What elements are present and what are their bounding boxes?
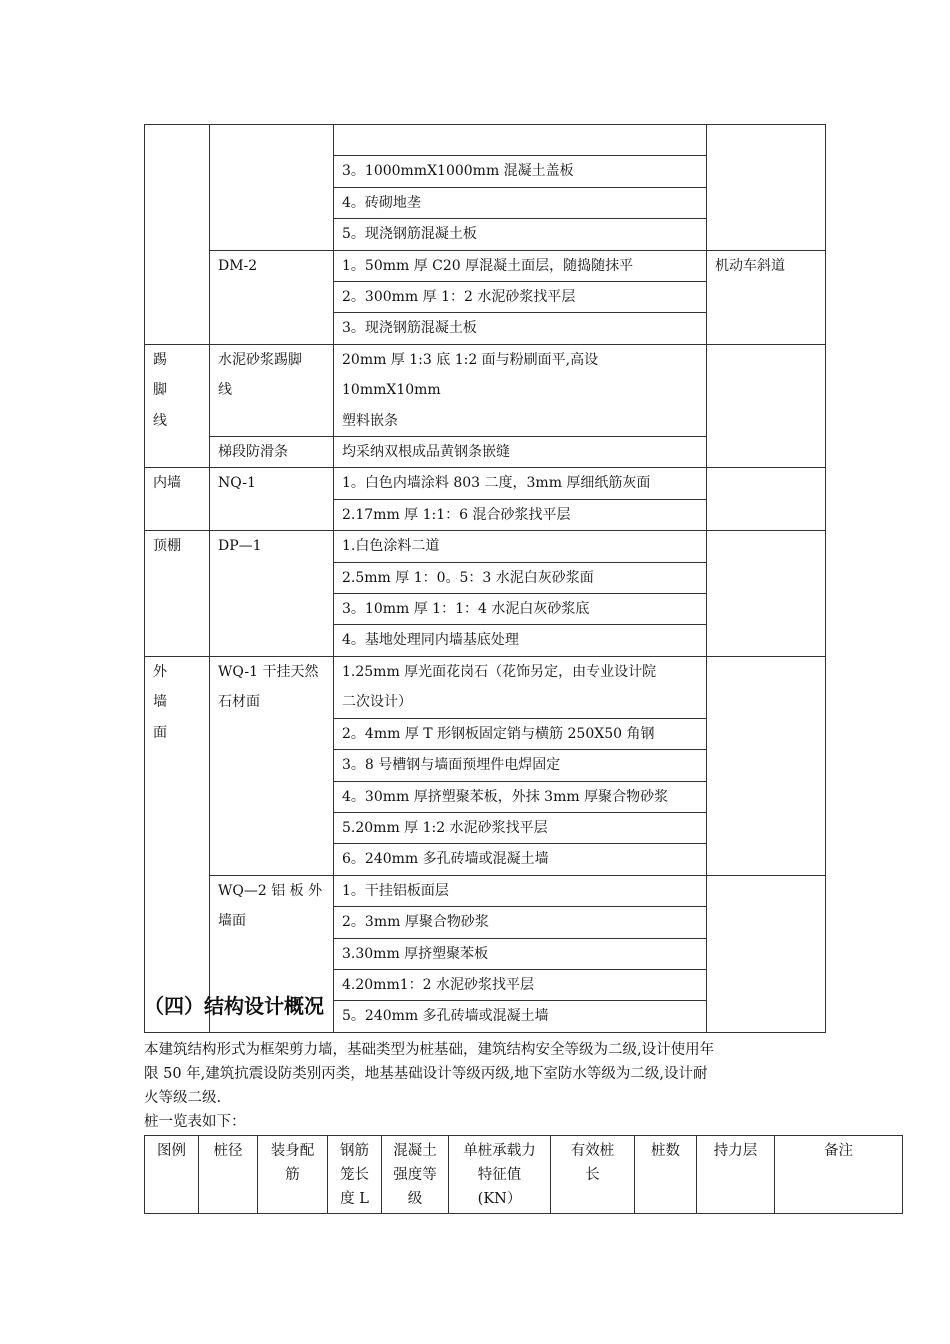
outer-wall-category-line2: 面 (153, 724, 167, 741)
skirting-item1-desc-line2: 塑料嵌条 (342, 412, 398, 429)
outer-wall-category (145, 656, 210, 1032)
pile-header-effective-length: 有效桩 长 (551, 1136, 635, 1214)
inner-wall-row: 1。白色内墙涂料 803 二度，3mm 厚细纸筋灰面 (334, 468, 707, 499)
pile-header-cage-length: 钢筋 笼长 度 L (328, 1136, 382, 1214)
floor-note-cell (707, 125, 826, 251)
pile-header-count: 桩数 (635, 1136, 697, 1214)
skirting-item1-name-line1: 水泥砂浆踢脚 (218, 351, 302, 368)
inner-wall-code: NQ-1 (210, 468, 334, 531)
pile-header-diameter: 桩径 (199, 1136, 258, 1214)
pile-header-remarks: 备注 (775, 1136, 903, 1214)
ceiling-row: 1.白色涂料二道 (334, 531, 707, 562)
skirting-note-cell (707, 344, 826, 468)
skirting-item1-desc-line1: 20mm 厚 1:3 底 1:2 面与粉刷面平,高设 10mmX10mm (342, 351, 599, 399)
wq2-row: 1。干挂铝板面层 (334, 875, 707, 906)
wq2-row: 3.30mm 厚挤塑聚苯板 (334, 938, 707, 969)
wq1-code-line1: WQ-1 干挂天然 (218, 663, 319, 680)
inner-wall-note-cell (707, 468, 826, 531)
skirting-item2-name: 梯段防滑条 (210, 437, 334, 468)
wq1-code (210, 656, 334, 875)
inner-wall-row: 2.17mm 厚 1:1：6 混合砂浆找平层 (334, 499, 707, 530)
wq2-note-cell (707, 875, 826, 1032)
wq1-row: 3。8 号槽钢与墙面预埋件电焊固定 (334, 750, 707, 781)
skirting-item1-desc (334, 344, 707, 436)
ceiling-category: 顶棚 (145, 531, 210, 657)
wq1-row: 5.20mm 厚 1:2 水泥砂浆找平层 (334, 812, 707, 843)
wq2-row: 5。240mm 多孔砖墙或混凝土墙 (334, 1001, 707, 1032)
skirting-category-line1: 踢 脚 (153, 351, 179, 399)
wq1-row (334, 656, 707, 718)
ceiling-note-cell (707, 531, 826, 657)
wq1-row-line1: 1.25mm 厚光面花岗石（花饰另定，由专业设计院 (342, 663, 657, 680)
dm2-code: DM-2 (210, 250, 334, 344)
pile-header-reinforcement: 装身配 筋 (258, 1136, 328, 1214)
paragraph-line: 火等级二级. (144, 1090, 222, 1106)
dm2-row: 3。现浇钢筋混凝土板 (334, 313, 707, 344)
dm2-row: 1。50mm 厚 C20 厚混凝土面层，随捣随抹平 (334, 250, 707, 281)
ceiling-code: DP—1 (210, 531, 334, 657)
pile-header-legend: 图例 (145, 1136, 199, 1214)
pile-table (144, 1135, 903, 1214)
floor-row (334, 125, 707, 156)
wq2-row: 4.20mm1：2 水泥砂浆找平层 (334, 969, 707, 1000)
pile-header-bearing-layer: 持力层 (697, 1136, 775, 1214)
ceiling-row: 4。基地处理同内墙基底处理 (334, 625, 707, 656)
paragraph-line: 桩一览表如下： (144, 1114, 246, 1130)
wq1-note-cell (707, 656, 826, 875)
wq2-code-line1: WQ—2 铝 板 外 (218, 882, 323, 899)
floor-row: 3。1000mmX1000mm 混凝土盖板 (334, 156, 707, 187)
floor-row: 4。砖砌地垄 (334, 187, 707, 218)
outer-wall-category-line1: 外 墙 (153, 663, 179, 711)
wq1-row: 4。30mm 厚挤塑聚苯板，外抹 3mm 厚聚合物砂浆 (334, 781, 707, 812)
finish-schedule-table (144, 124, 826, 1033)
ceiling-row: 3。10mm 厚 1：1：4 水泥白灰砂浆底 (334, 594, 707, 625)
wq1-row-line2: 二次设计） (342, 694, 412, 711)
pile-header-capacity: 单桩承载力 特征值 (KN） (449, 1136, 551, 1214)
dm2-row: 2。300mm 厚 1：2 水泥砂浆找平层 (334, 282, 707, 313)
paragraph-line: 限 50 年,建筑抗震设防类别丙类，地基基础设计等级丙级,地下室防水等级为二级,设计耐 (144, 1066, 708, 1082)
floor-code-cell (210, 125, 334, 251)
structure-paragraph (144, 1038, 834, 1134)
wq1-row: 6。240mm 多孔砖墙或混凝土墙 (334, 844, 707, 875)
pile-header-concrete-grade: 混凝土 强度等 级 (382, 1136, 449, 1214)
dm2-note: 机动车斜道 (707, 250, 826, 344)
section-heading: （四）结构设计概况 (144, 994, 324, 1018)
wq1-code-line2: 石材面 (218, 694, 260, 711)
skirting-item1-name (210, 344, 334, 436)
wq2-code-line2: 墙面 (218, 913, 246, 930)
ceiling-row: 2.5mm 厚 1：0。5：3 水泥白灰砂浆面 (334, 562, 707, 593)
paragraph-line: 本建筑结构形式为框架剪力墙，基础类型为桩基础，建筑结构安全等级为二级,设计使用年 (144, 1042, 715, 1058)
floor-category-cell (145, 125, 210, 345)
skirting-item2-desc: 均采纳双根成品黄钢条嵌缝 (334, 437, 707, 468)
skirting-category (145, 344, 210, 468)
inner-wall-category: 内墙 (145, 468, 210, 531)
wq2-row: 2。3mm 厚聚合物砂浆 (334, 907, 707, 938)
wq1-row: 2。4mm 厚 T 形钢板固定销与横筋 250X50 角钢 (334, 718, 707, 749)
skirting-item1-name-line2: 线 (218, 382, 232, 399)
floor-row: 5。现浇钢筋混凝土板 (334, 219, 707, 250)
skirting-category-line2: 线 (153, 412, 167, 429)
